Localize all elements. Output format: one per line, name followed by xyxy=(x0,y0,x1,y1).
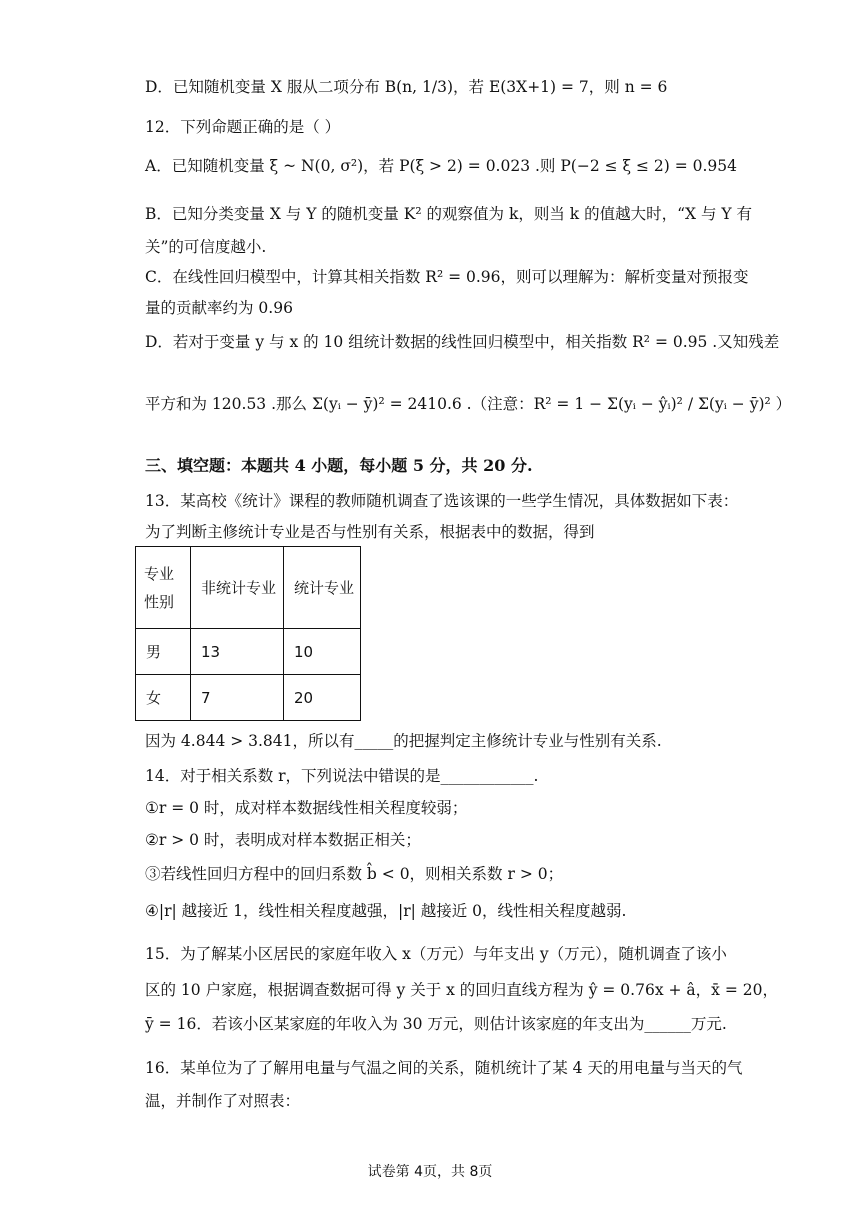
q15-stem-line2: 区的 10 户家庭，根据调查数据可得 y 关于 x 的回归直线方程为 ŷ = 0.76x + â，x̄ = 20， xyxy=(145,981,778,999)
q15-stem-line3: ȳ = 16．若该小区某家庭的年收入为 30 万元，则估计该家庭的年支出为______万元. xyxy=(145,1015,727,1033)
q14-stem: 14．对于相关系数 r，下列说法中错误的是____________. xyxy=(145,767,539,785)
q13-conclusion: 因为 4.844 > 3.841，所以有_____的把握判定主修统计专业与性别有关系. xyxy=(145,732,662,750)
table-row xyxy=(136,629,361,675)
q11-option-d: D．已知随机变量 X 服从二项分布 B(n, 1/3)，若 E(3X+1) = 7，则 n = 6 xyxy=(145,78,668,96)
row-label: 男 xyxy=(136,629,191,675)
page-footer: 试卷第 4页，共 8页 xyxy=(367,1164,493,1180)
q14-statement-4: ④|r| 越接近 1，线性相关程度越强，|r| 越接近 0，线性相关程度越弱. xyxy=(145,902,627,920)
q12-option-b-line1: B．已知分类变量 X 与 Y 的随机变量 K² 的观察值为 k，则当 k 的值越大时，“X 与 Y 有 xyxy=(145,205,753,223)
cell-value: 10 xyxy=(284,629,361,675)
q13-stem-line2: 为了判断主修统计专业是否与性别有关系，根据表中的数据，得到 xyxy=(145,523,595,541)
q13-stem-line1: 13．某高校《统计》课程的教师随机调查了选该课的一些学生情况，具体数据如下表： xyxy=(145,492,739,510)
q14-statement-2: ②r > 0 时，表明成对样本数据正相关； xyxy=(145,831,421,849)
cell-value: 13 xyxy=(191,629,284,675)
gender-major-table xyxy=(135,546,361,721)
cell-value: 20 xyxy=(284,675,361,721)
corner-top-label: 专业 xyxy=(144,564,175,583)
table-corner-cell xyxy=(136,547,191,629)
q12-option-c-line2: 量的贡献率约为 0.96 xyxy=(145,299,293,317)
q12-option-d-line2: 平方和为 120.53 .那么 Σ(yᵢ − ȳ)² = 2410.6 .（注意：R² = 1 − Σ(yᵢ − ŷᵢ)² / Σ(yᵢ − ȳ)² ） xyxy=(145,395,792,413)
q16-stem-line2: 温，并制作了对照表： xyxy=(145,1092,301,1110)
q15-stem-line1: 15．为了解某小区居民的家庭年收入 x（万元）与年支出 y（万元），随机调查了该小 xyxy=(145,945,727,963)
q12-option-a: A．已知随机变量 ξ ~ N(0, σ²)，若 P(ξ > 2) = 0.023 .则 P(−2 ≤ ξ ≤ 2) = 0.954 xyxy=(145,157,738,175)
q14-statement-3: ③若线性回归方程中的回归系数 b̂ < 0，则相关系数 r > 0； xyxy=(145,865,564,883)
q12-option-d-line1: D．若对于变量 y 与 x 的 10 组统计数据的线性回归模型中，相关指数 R² = 0.95 .又知残差 xyxy=(145,333,780,351)
q12-stem: 12．下列命题正确的是（ ） xyxy=(145,118,341,136)
col-header-stat: 统计专业 xyxy=(284,547,361,629)
section-3-heading: 三、填空题：本题共 4 小题，每小题 5 分，共 20 分. xyxy=(145,456,533,475)
row-label: 女 xyxy=(136,675,191,721)
col-header-non-stat: 非统计专业 xyxy=(191,547,284,629)
q12-option-b-line2: 关”的可信度越小. xyxy=(145,238,267,256)
q12-option-c-line1: C．在线性回归模型中，计算其相关指数 R² = 0.96，则可以理解为：解析变量对预报变 xyxy=(145,268,749,286)
corner-bottom-label: 性别 xyxy=(144,592,175,611)
q14-statement-1: ①r = 0 时，成对样本数据线性相关程度较弱； xyxy=(145,799,468,817)
q16-stem-line1: 16．某单位为了了解用电量与气温之间的关系，随机统计了某 4 天的用电量与当天的气 xyxy=(145,1059,743,1077)
cell-value: 7 xyxy=(191,675,284,721)
table-row xyxy=(136,675,361,721)
table-header-row xyxy=(136,547,361,629)
